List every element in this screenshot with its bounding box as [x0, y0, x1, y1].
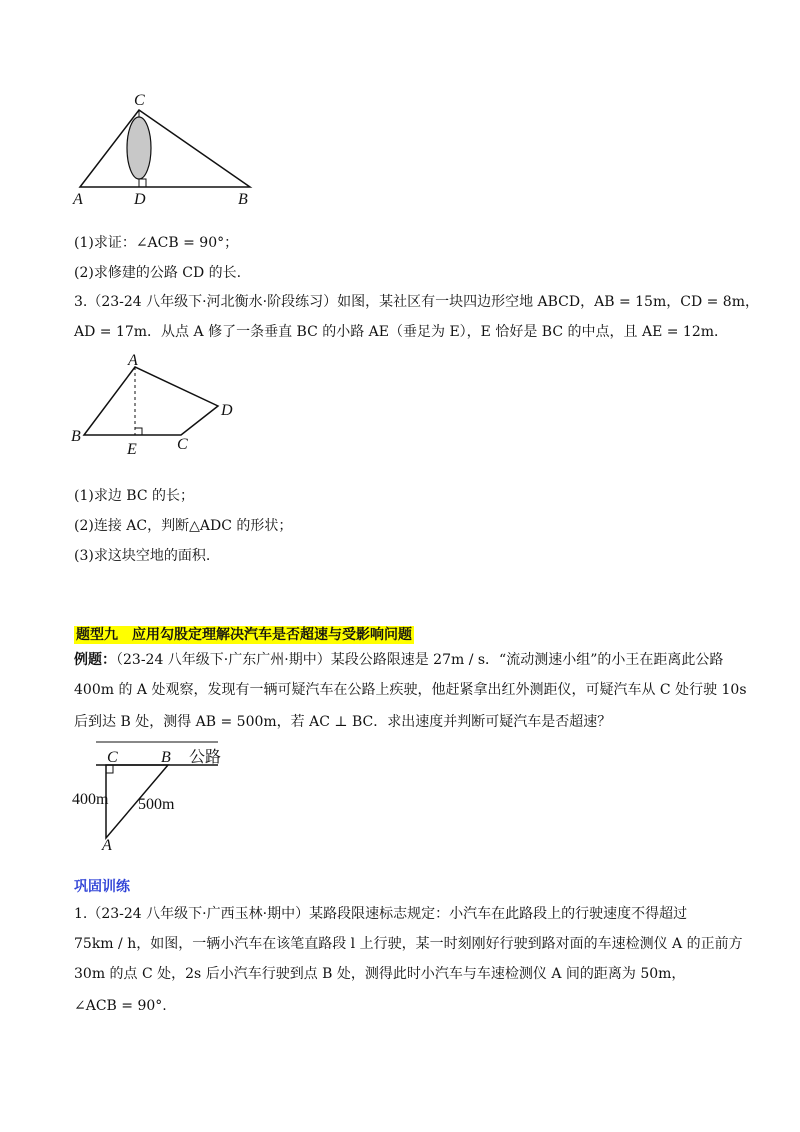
q3-line1: 3.（23-24 八年级下·河北衡水·阶段练习）如图，某社区有一块四边形空地 ABCD，AB = 15m，CD = 8m，	[74, 294, 759, 310]
q2-part2: (2)求修建的公路 CD 的长.	[74, 265, 242, 281]
label-c: C	[177, 436, 188, 453]
label-ac-length: 400m	[72, 791, 109, 808]
practice-line1: 1.（23-24 八年级下·广西玉林·期中）某路段限速标志规定：小汽车在此路段上的行驶速度不得超过	[74, 906, 688, 922]
label-c: C	[107, 749, 118, 766]
label-d: D	[221, 402, 233, 419]
label-a: A	[128, 352, 138, 369]
q3-part1: (1)求边 BC 的长；	[74, 488, 194, 504]
practice-line2: 75km / h，如图，一辆小汽车在该笔直路段 l 上行驶，某一时刻刚好行驶到路对面的车速检测仪 A 的正前方	[74, 936, 743, 952]
label-d: D	[134, 191, 146, 208]
practice-heading: 巩固训练	[74, 879, 130, 895]
label-road: 公路	[189, 749, 222, 766]
practice-line4: ∠ACB = 90°.	[74, 998, 167, 1014]
label-b: B	[71, 428, 81, 445]
figure-triangle-acb	[60, 92, 280, 212]
example-line1	[74, 650, 723, 670]
q2-part1: (1)求证：∠ACB = 90°；	[74, 235, 239, 251]
label-ab-length: 500m	[138, 796, 175, 813]
example-text: （23-24 八年级下·广东广州·期中）某段公路限速是 27m / s．“流动测速小组”的小王在距离此公路	[116, 652, 724, 668]
practice-line3: 30m 的点 C 处，2s 后小汽车行驶到点 B 处，测得此时小汽车与车速检测仪 A 间的距离为 50m，	[74, 966, 686, 982]
example-label: 例题：	[74, 652, 116, 668]
label-a: A	[73, 191, 83, 208]
example-line2: 400m 的 A 处观察，发现有一辆可疑汽车在公路上疾驶，他赶紧拿出红外测距仪，可疑汽车从 C 处行驶 10s	[74, 682, 747, 698]
label-a: A	[102, 837, 112, 853]
q3-part2: (2)连接 AC，判断△ADC 的形状；	[74, 518, 293, 534]
example-line3: 后到达 B 处，测得 AB = 500m，若 AC ⊥ BC．求出速度并判断可疑汽车是否超速？	[74, 714, 612, 730]
section-heading: 题型九 应用勾股定理解决汽车是否超速与受影响问题	[76, 627, 412, 643]
figure-quadrilateral-abcd	[66, 348, 246, 458]
label-e: E	[127, 441, 137, 458]
q3-line2: AD = 17m．从点 A 修了一条垂直 BC 的小路 AE（垂足为 E），E 恰好是 BC 的中点，且 AE = 12m．	[74, 324, 729, 340]
label-b: B	[238, 191, 248, 208]
label-c: C	[134, 92, 145, 109]
figure-road-speed	[70, 738, 230, 853]
label-b: B	[161, 749, 171, 766]
q3-part3: (3)求这块空地的面积.	[74, 548, 211, 564]
